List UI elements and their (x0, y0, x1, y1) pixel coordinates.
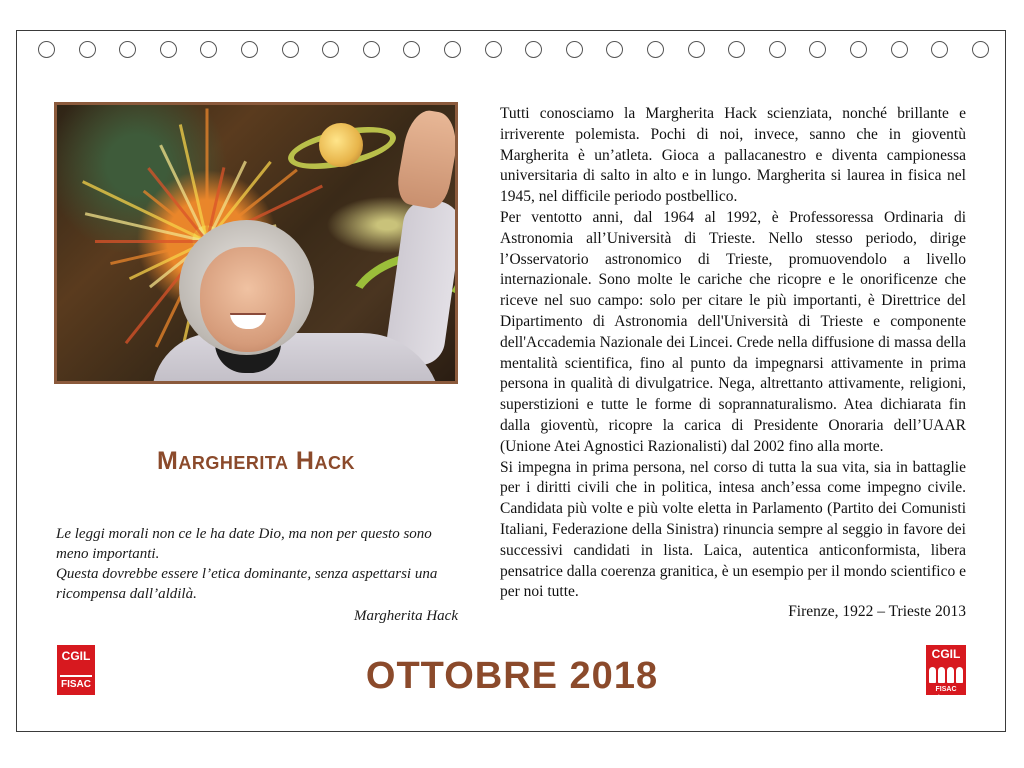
binding-ring (160, 41, 177, 58)
person-icon (938, 667, 945, 683)
quote-line: Le leggi morali non ce le ha date Dio, ma non per questo sono meno importanti. (56, 526, 432, 562)
person-icon (947, 667, 954, 683)
binding-ring (444, 41, 461, 58)
binding-ring (322, 41, 339, 58)
biography-paragraph: Per ventotto anni, dal 1964 al 1992, è Professoressa Ordinaria di Astronomia all’Università di Trieste. Nello stesso periodo, dirige l’Osservatorio astronomico di Trieste, promuovendolo a livello internazionale. Sono molte le cariche che ricopre e le onorificenze che riceve nel suo campo: solo per citare le più importanti, è Direttrice del Dipartimento di Astronomia dell'Università di Trieste e componente dell'Accademia Nazionale dei Lincei. Crede nella diffusione di massa della mentalità scientifica, fino al punto da impegnarsi attivamente in prima persona in qualità di divulgatrice. Nega, altrettanto attivamente, religioni, superstizioni e tutte le forme di soprannaturalismo. Atea dichiarata fin dalla gioventù, ricopre la carica di Presidente Onoraria dell’UAAR (Unione Atei Agnostici Razionalisti) dal 2002 fino alla morte. (500, 208, 966, 455)
binding-ring (200, 41, 217, 58)
people-icon (926, 667, 966, 683)
quote-author: Margherita Hack (353, 608, 458, 624)
logo-divider (60, 675, 92, 677)
binding-ring (606, 41, 623, 58)
logo-top-text: CGIL (61, 649, 91, 663)
binding-ring (403, 41, 420, 58)
binding-ring (769, 41, 786, 58)
person-icon (929, 667, 936, 683)
binding-rings (38, 41, 998, 61)
binding-ring (809, 41, 826, 58)
binding-ring (485, 41, 502, 58)
binding-ring (282, 41, 299, 58)
face (200, 247, 295, 352)
binding-ring (38, 41, 55, 58)
binding-ring (241, 41, 258, 58)
quote-block (56, 524, 458, 626)
life-dates: Firenze, 1922 – Trieste 2013 (788, 603, 966, 620)
starburst-ray (95, 240, 207, 243)
cgil-fisac-donne-logo (926, 645, 966, 702)
quote-line: Questa dovrebbe essere l’etica dominante, senza aspettarsi una ricompensa dall’aldilà. (56, 566, 438, 602)
binding-ring (647, 41, 664, 58)
logo-bottom-text: FISAC (61, 679, 91, 690)
month-title: OTTOBRE 2018 (365, 655, 659, 697)
starburst-ray (206, 109, 209, 242)
portrait-photo (54, 102, 458, 384)
binding-ring (891, 41, 908, 58)
binding-ring (850, 41, 867, 58)
person-icon (956, 667, 963, 683)
binding-ring (119, 41, 136, 58)
painted-planet (319, 123, 363, 167)
binding-ring (363, 41, 380, 58)
binding-ring (79, 41, 96, 58)
binding-ring (688, 41, 705, 58)
logo-bottom-text: FISAC donne (935, 686, 957, 702)
binding-ring (728, 41, 745, 58)
binding-ring (566, 41, 583, 58)
portrait-name: Margherita Hack (157, 447, 355, 475)
binding-ring (931, 41, 948, 58)
biography-paragraph: Tutti conosciamo la Margherita Hack scienziata, nonché brillante e irriverente polemista. Pochi di noi, invece, sanno che in gioventù Margherita è un’atleta. Gioca a pallacanestro e diventa campionessa universitaria di salto in alto e in lungo. Margherita si laurea in fisica nel 1945, nel difficile periodo postbellico. (500, 105, 966, 206)
biography-text (500, 104, 966, 603)
binding-ring (972, 41, 989, 58)
raised-hand (394, 107, 458, 211)
logo-top-text: CGIL (931, 647, 961, 661)
cgil-fisac-logo (57, 645, 95, 695)
binding-ring (525, 41, 542, 58)
biography-paragraph: Si impegna in prima persona, nel corso di tutta la sua vita, sia in battaglie per i diritti civili che in politica, intesa anch’essa come impegno civile. Candidata più volte e più volte eletta in Parlamento (Partito dei Comunisti Italiani, Federazione della Sinistra) rinuncia sempre al seggio in favore dei successivi candidati in lista. Laica, autentica anticonformista, libera pensatrice dalla coerenza granitica, è un esempio per il mondo scientifico e per noi tutte. (500, 458, 966, 601)
